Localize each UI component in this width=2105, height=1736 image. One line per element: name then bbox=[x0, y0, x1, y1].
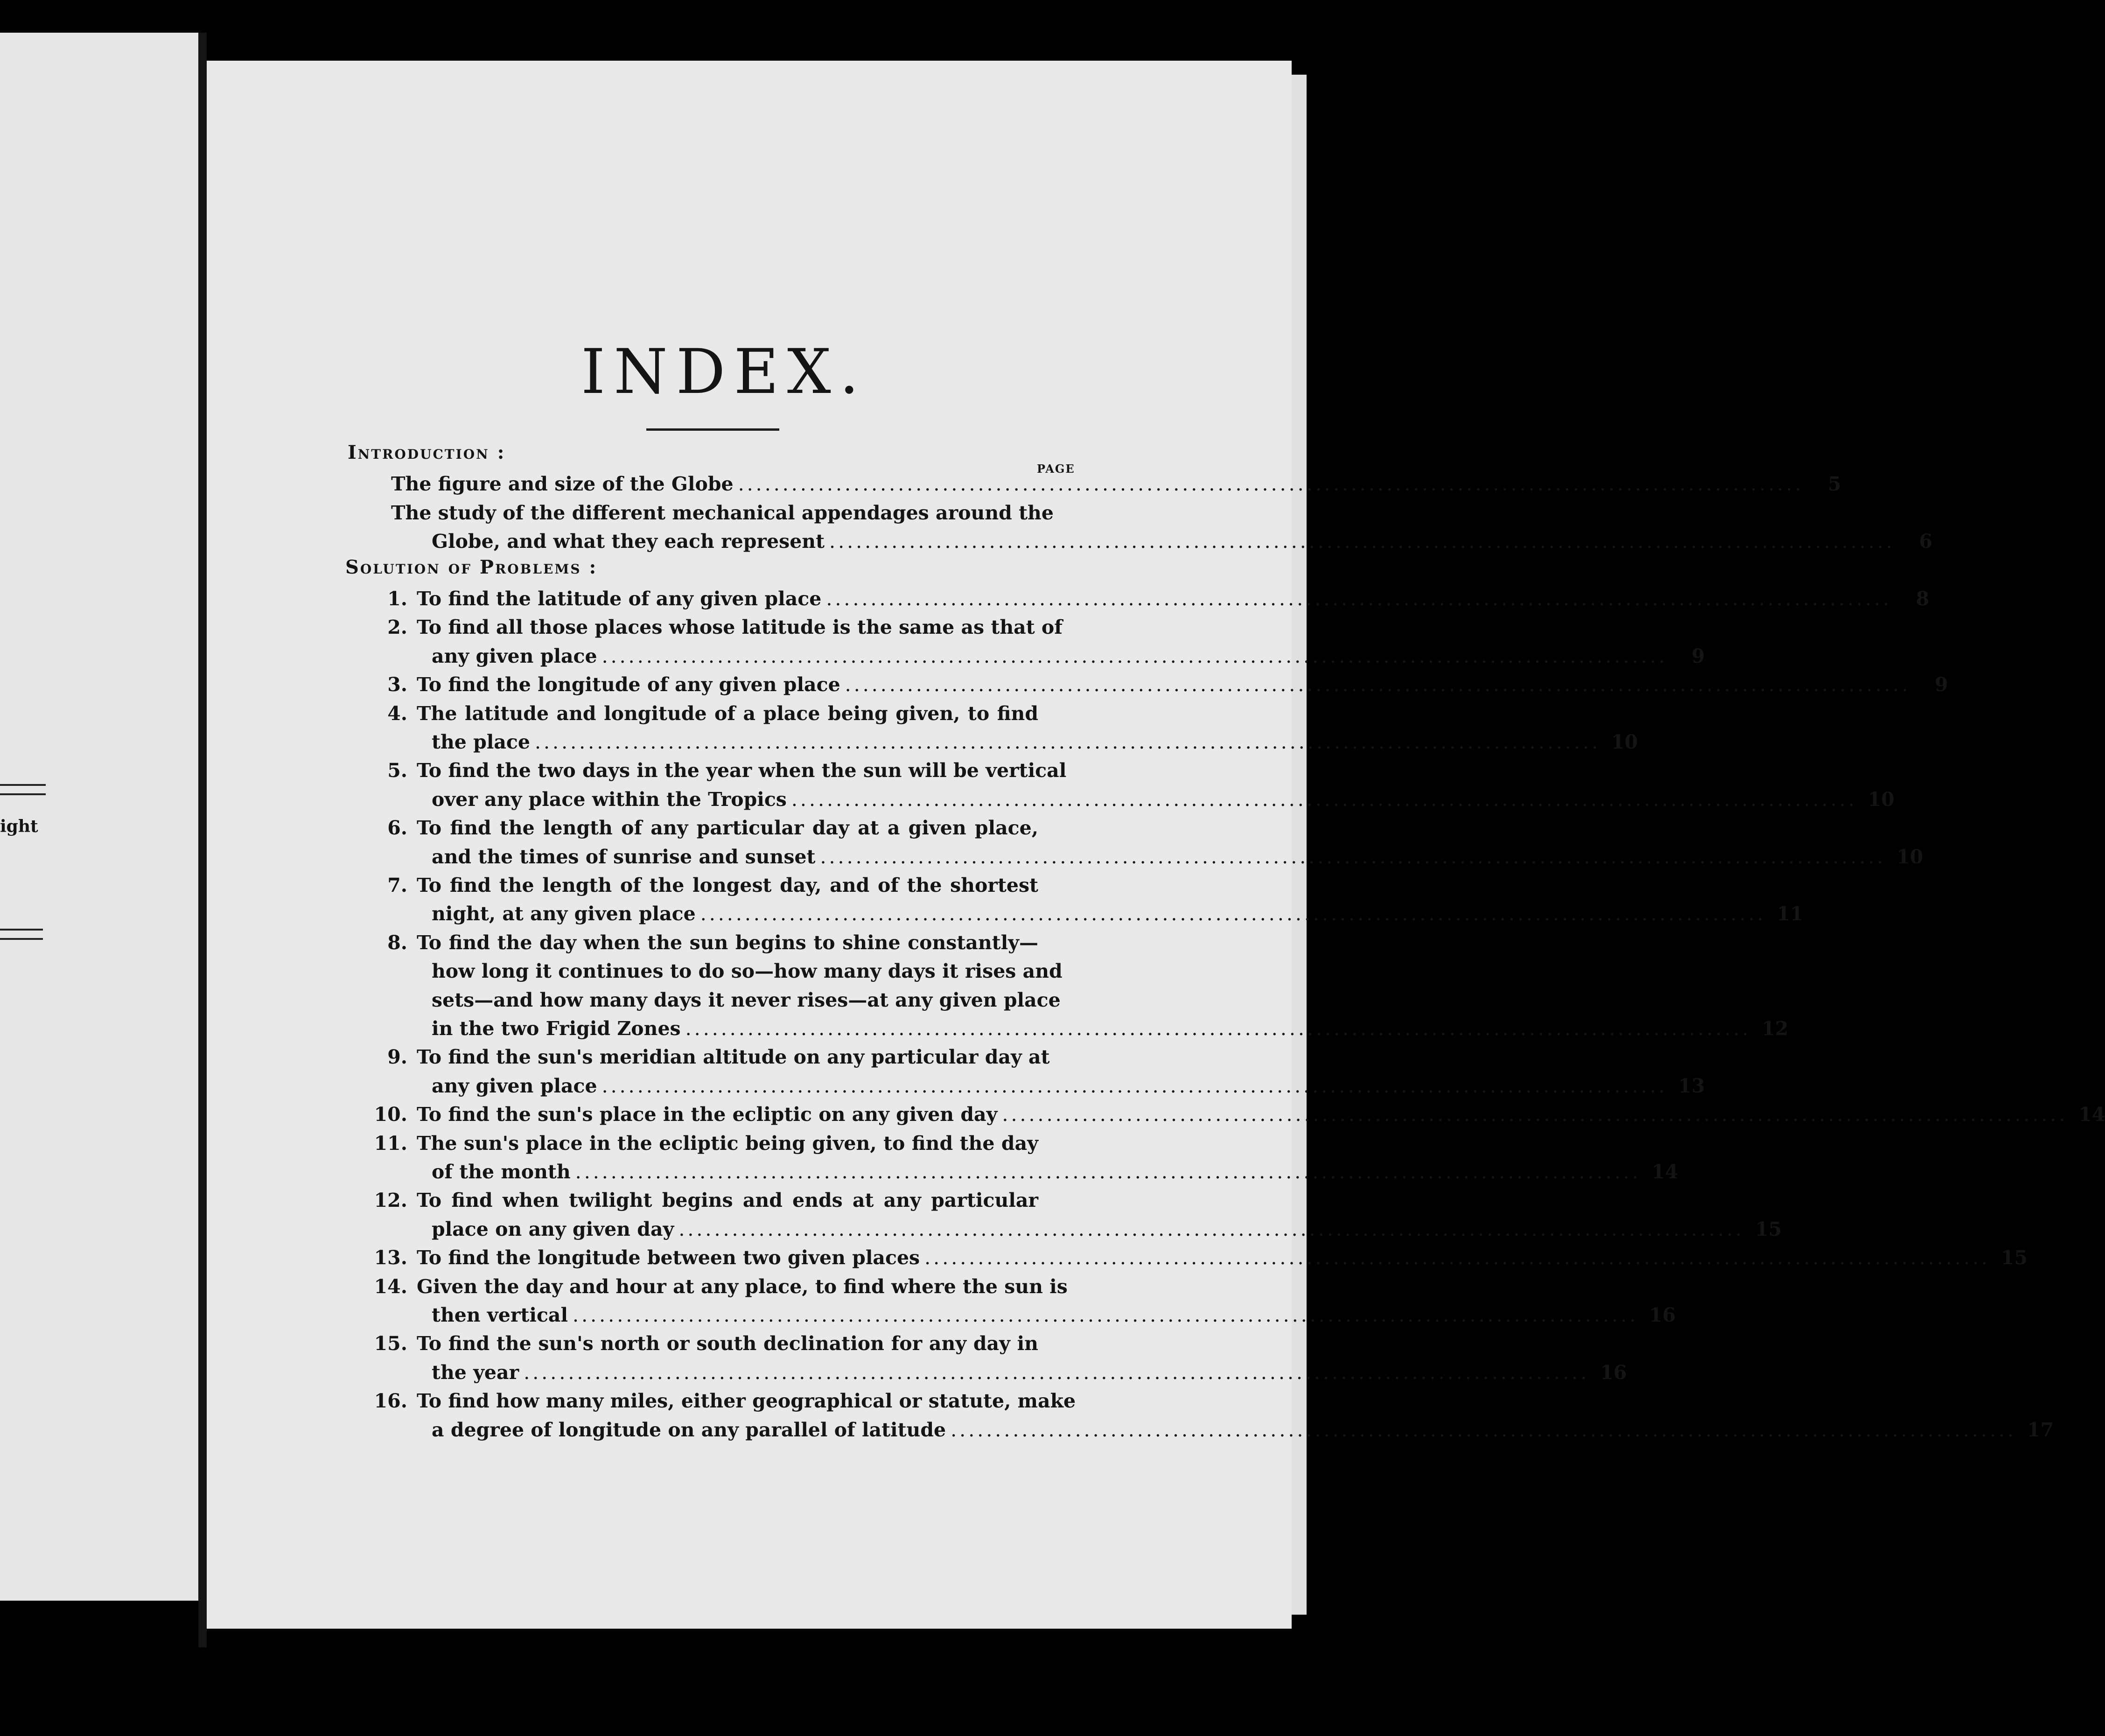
entry-text: over any place within the Tropics bbox=[432, 788, 787, 811]
page-number: 8 bbox=[1916, 588, 1930, 610]
entry-number: 14. bbox=[374, 1275, 407, 1298]
entry-number: 9. bbox=[387, 1046, 407, 1069]
page-number: 11 bbox=[1776, 903, 1804, 925]
page-number: 14 bbox=[1651, 1161, 1678, 1183]
entry-number: 7. bbox=[387, 874, 407, 896]
page-number: 17 bbox=[2027, 1418, 2054, 1441]
entry-number: 5. bbox=[387, 759, 407, 782]
entry-text: To find all those places whose latitude is the same as that of bbox=[417, 616, 1063, 639]
entry-text: how long it continues to do so—how many days it rises and bbox=[432, 960, 1063, 983]
dot-leader: ........................................................................................................................ bbox=[601, 1074, 1668, 1097]
entry-number: 3. bbox=[387, 673, 407, 696]
dot-leader: ........................................................................................................................ bbox=[573, 1304, 1638, 1326]
page-title: INDEX. bbox=[581, 336, 867, 408]
dot-leader: ........................................................................................................................ bbox=[826, 588, 1892, 610]
entry-text: The figure and size of the Globe bbox=[391, 473, 734, 496]
left-page-rule bbox=[0, 929, 43, 931]
entry-text: To find the length of the longest day, and of the shortest bbox=[417, 874, 1038, 896]
dot-leader: ........................................................................................................................ bbox=[575, 1161, 1641, 1183]
entry-number: 13. bbox=[374, 1246, 407, 1269]
entry-text: Given the day and hour at any place, to find where the sun is bbox=[417, 1275, 1068, 1298]
dot-leader: ........................................................................................................................ bbox=[791, 788, 1857, 811]
section-heading: Introduction : bbox=[348, 441, 506, 463]
entry-text: any given place bbox=[432, 644, 597, 667]
page-number: 10 bbox=[1867, 788, 1895, 811]
entry-text: To find the sun's place in the ecliptic on any given day bbox=[417, 1103, 998, 1126]
left-page-rule bbox=[0, 938, 43, 940]
dot-leader: ........................................................................................................................ bbox=[678, 1218, 1745, 1240]
entry-text: sets—and how many days it never rises—at any given place bbox=[432, 988, 1061, 1011]
left-page-rule bbox=[0, 784, 46, 786]
title-rule bbox=[646, 428, 779, 431]
entry-text: in the two Frigid Zones bbox=[432, 1017, 681, 1040]
entry-text: To find how many miles, either geographical or statute, make bbox=[417, 1390, 1076, 1413]
entry-text: To find the longitude between two given places bbox=[417, 1246, 920, 1269]
page-number: 14 bbox=[2078, 1103, 2105, 1126]
dot-leader: ........................................................................................................................ bbox=[1002, 1103, 2068, 1126]
book-gutter bbox=[198, 33, 207, 1647]
left-page-edge bbox=[0, 33, 205, 1601]
dot-leader: ........................................................................................................................ bbox=[524, 1361, 1590, 1384]
entry-text: of the month bbox=[432, 1161, 571, 1183]
page-column-header: PAGE bbox=[1037, 462, 1075, 476]
page-number: 13 bbox=[1678, 1074, 1705, 1097]
entry-number: 8. bbox=[387, 931, 407, 954]
entry-text: The sun's place in the ecliptic being given, to find the day bbox=[417, 1132, 1038, 1155]
entry-text: Globe, and what they each represent bbox=[432, 530, 825, 553]
entry-number: 12. bbox=[374, 1189, 407, 1212]
page-number: 9 bbox=[1935, 673, 1948, 696]
left-page-fragment: ight bbox=[0, 817, 38, 836]
dot-leader: ........................................................................................................................ bbox=[685, 1017, 1751, 1040]
entry-text: To find the longitude of any given place bbox=[417, 673, 840, 696]
page-number: 5 bbox=[1828, 473, 1841, 496]
dot-leader: ........................................................................................................................ bbox=[601, 644, 1668, 667]
section-heading: Solution of Problems : bbox=[345, 556, 598, 578]
page-number: 6 bbox=[1919, 530, 1932, 553]
dot-leader: ........................................................................................................................ bbox=[700, 903, 1766, 925]
entry-text: place on any given day bbox=[432, 1218, 674, 1240]
entry-text: a degree of longitude on any parallel of latitude bbox=[432, 1418, 946, 1441]
dot-leader: ........................................................................................................................ bbox=[534, 731, 1601, 753]
entry-number: 4. bbox=[387, 702, 407, 725]
entry-number: 15. bbox=[374, 1332, 407, 1355]
page-number: 15 bbox=[2001, 1246, 2028, 1269]
entry-text: To find the sun's north or south declination for any day in bbox=[417, 1332, 1038, 1355]
entry-number: 2. bbox=[387, 616, 407, 639]
entry-text: To find the sun's meridian altitude on any particular day at bbox=[417, 1046, 1050, 1069]
page-number: 15 bbox=[1755, 1218, 1782, 1240]
page-number: 9 bbox=[1691, 644, 1705, 667]
page-number: 10 bbox=[1611, 731, 1638, 753]
entry-text: To find the length of any particular day at a given place, bbox=[417, 817, 1038, 840]
entry-text: To find the two days in the year when the sun will be vertical bbox=[417, 759, 1067, 782]
dot-leader: ........................................................................................................................ bbox=[951, 1418, 2017, 1441]
page-number: 12 bbox=[1762, 1017, 1789, 1040]
entry-text: To find the latitude of any given place bbox=[417, 588, 822, 610]
entry-number: 1. bbox=[387, 588, 407, 610]
page-number: 10 bbox=[1896, 845, 1923, 868]
entry-text: night, at any given place bbox=[432, 903, 696, 925]
entry-number: 6. bbox=[387, 817, 407, 840]
entry-text: and the times of sunrise and sunset bbox=[432, 845, 816, 868]
dot-leader: ........................................................................................................................ bbox=[829, 530, 1895, 553]
page-number: 16 bbox=[1600, 1361, 1627, 1384]
entry-text: the year bbox=[432, 1361, 519, 1384]
entry-text: To find when twilight begins and ends at any particular bbox=[417, 1189, 1038, 1212]
entry-text: the place bbox=[432, 731, 530, 753]
left-page-rule bbox=[0, 793, 46, 795]
entry-text: The latitude and longitude of a place being given, to find bbox=[417, 702, 1038, 725]
dot-leader: ........................................................................................................................ bbox=[924, 1246, 1991, 1269]
dot-leader: ........................................................................................................................ bbox=[820, 845, 1886, 868]
entry-text: any given place bbox=[432, 1074, 597, 1097]
entry-number: 10. bbox=[374, 1103, 407, 1126]
entry-number: 11. bbox=[374, 1132, 407, 1155]
dot-leader: ........................................................................................................................ bbox=[738, 473, 1804, 496]
entry-text: then vertical bbox=[432, 1304, 568, 1326]
entry-text: To find the day when the sun begins to shine constantly— bbox=[417, 931, 1038, 954]
entry-number: 16. bbox=[374, 1390, 407, 1413]
entry-text: The study of the different mechanical appendages around the bbox=[391, 501, 1054, 524]
dot-leader: ........................................................................................................................ bbox=[845, 673, 1911, 696]
page-number: 16 bbox=[1649, 1304, 1676, 1326]
